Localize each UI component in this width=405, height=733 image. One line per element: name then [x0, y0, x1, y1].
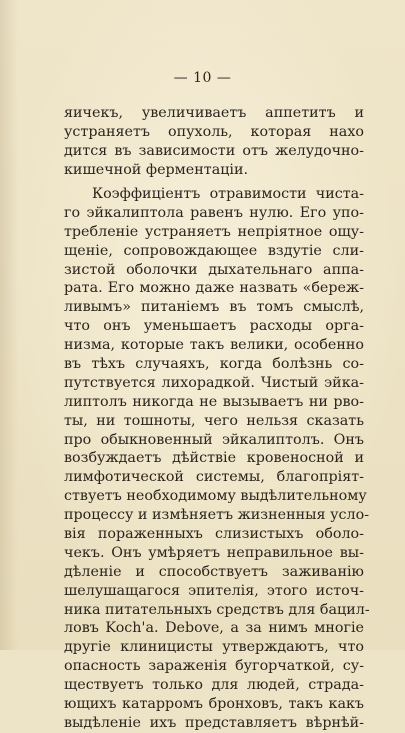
text-line: ты, ни тошноты, чего нельзя сказать — [64, 412, 364, 429]
text-line: требленіе устраняетъ непріятное ощу- — [64, 223, 364, 240]
text-line: лимфотической системы, благопріят- — [64, 469, 364, 486]
page-number: — 10 — — [173, 70, 232, 86]
text-line: зистой оболочки дыхательнаго аппа- — [64, 261, 364, 278]
text-line: низма, которые такъ велики, особенно — [64, 337, 364, 354]
text-line: липтолъ никогда не вызываетъ ни рво- — [64, 393, 364, 410]
text-line: Коэффиціентъ отравимости чиста- — [92, 186, 364, 202]
paragraph-1 — [64, 104, 364, 180]
text-line: въ тѣхъ случаяхъ, когда болѣзнь со- — [64, 356, 364, 373]
paragraph-2 — [64, 185, 370, 733]
text-line: выдѣленіе ихъ представляетъ вѣрнѣй- — [64, 714, 364, 731]
text-line: чекъ. Онъ умѣряетъ неправильное вы- — [64, 544, 364, 561]
text-line: ника питательныхъ средствъ для бацил- — [64, 601, 370, 618]
text-line: ствуетъ необходимому выдѣлительному — [64, 488, 367, 505]
text-line: возбуждаетъ дѣйствіе кровеносной и — [64, 450, 364, 467]
text-line: ществуетъ только для людей, страда- — [64, 677, 364, 694]
text-line: ющихъ катарромъ бронховъ, такъ какъ — [64, 696, 364, 713]
text-line: устраняетъ опухоль, которая нахо — [64, 123, 364, 140]
text-line: опасность зараженія бугорчаткой, су- — [64, 658, 364, 675]
text-line: яичекъ, увеличиваетъ аппетитъ и — [64, 105, 364, 121]
text-line: что онъ уменьшаетъ расходы орга- — [64, 318, 364, 335]
text-line: другіе клиницисты утверждаютъ, что — [64, 639, 364, 656]
text-line: процессу и измѣняетъ жизненныя усло- — [64, 507, 370, 524]
text-line: дѣленіе и способствуетъ заживанію — [64, 563, 364, 580]
text-line: ливымъ» питаніемъ въ томъ смыслѣ, — [64, 299, 364, 316]
text-line: кишечной ферментаціи. — [64, 161, 249, 178]
text-line: рата. Его можно даже назвать «береж- — [64, 280, 364, 297]
text-line: про обыкновенный эйкалиптолъ. Онъ — [64, 431, 364, 448]
text-line: го эйкалиптола равенъ нулю. Его упо- — [64, 204, 364, 221]
text-line: вія пораженныхъ слизистыхъ оболо- — [64, 526, 364, 543]
text-line: щеніе, сопровождающее вздутіе сли- — [64, 242, 364, 259]
text-line: шелушащагося эпителія, этого источ- — [64, 582, 364, 599]
text-line: дится въ зависимости отъ желудочно- — [64, 142, 364, 159]
text-line: путствуется лихорадкой. Чистый эйка- — [64, 374, 364, 391]
text-line: ловъ Koch'a. Debove, а за нимъ многіе — [64, 620, 364, 637]
